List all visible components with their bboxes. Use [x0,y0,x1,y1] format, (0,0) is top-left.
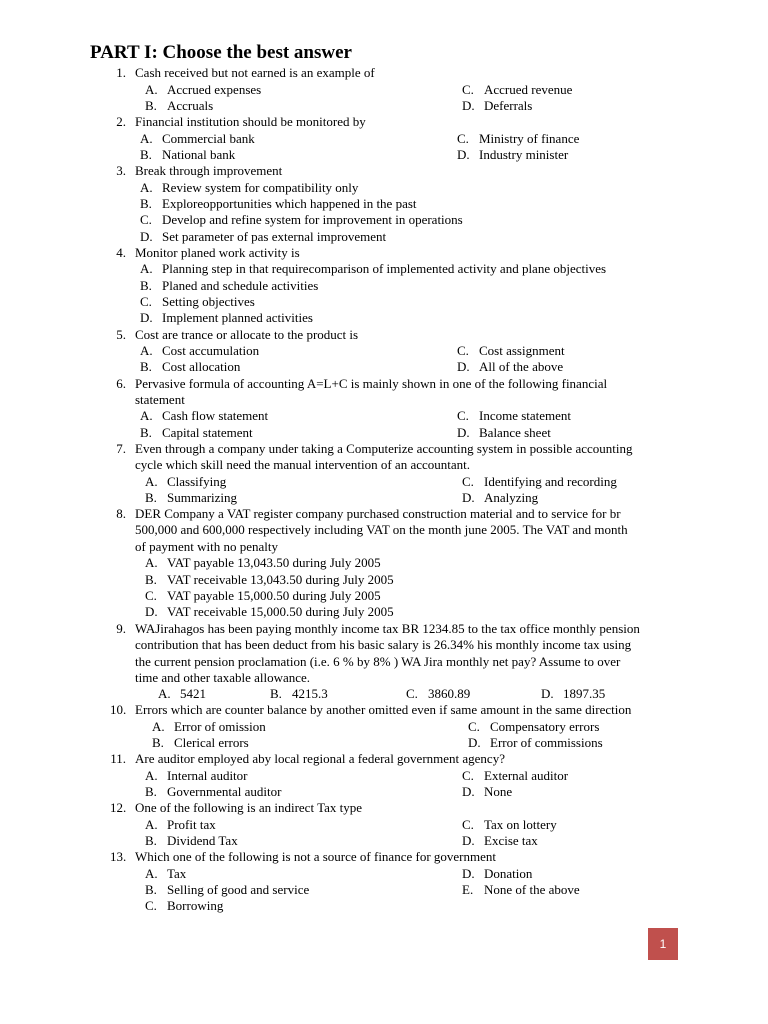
option-letter: D. [462,98,475,113]
answer-option [145,555,381,571]
option-text: Tax on lottery [484,817,557,832]
option-text: External auditor [484,768,569,783]
option-letter: D. [462,784,475,799]
option-letter: A. [145,555,158,570]
question-number: 2. [116,114,126,129]
option-text: Deferrals [484,98,533,113]
question-number: 7. [116,441,126,456]
option-text: Cost assignment [479,343,565,358]
option-text: 5421 [180,686,206,701]
option-text: Commercial bank [162,131,255,146]
answer-option [140,261,606,277]
option-letter: B. [140,196,152,211]
option-text: Industry minister [479,147,569,162]
answer-option [145,490,237,506]
answer-option [270,686,328,702]
option-text: Accruals [167,98,214,113]
answer-option [145,604,394,620]
option-letter: A. [145,866,158,881]
question-text: 500,000 and 600,000 respectively including VAT on the month june 2005. The VAT and month [135,522,628,538]
option-letter: B. [145,98,157,113]
answer-option [145,588,381,604]
option-letter: A. [145,474,158,489]
option-letter: D. [462,833,475,848]
option-text: Planning step in that requirecomparison of implemented activity and plane objectives [162,261,607,276]
answer-option [462,833,538,849]
option-letter: B. [140,278,152,293]
option-text: National bank [162,147,236,162]
question-number: 12. [110,800,127,815]
option-text: Exploreopportunities which happened in the past [162,196,417,211]
answer-option [145,866,186,882]
option-text: Classifying [167,474,227,489]
option-text: Compensatory errors [490,719,600,734]
answer-option [145,898,223,914]
question-number: 11. [110,751,126,766]
option-letter: A. [140,261,153,276]
answer-option [152,719,266,735]
option-letter: C. [406,686,418,701]
answer-option [462,866,532,882]
answer-option [140,229,386,245]
answer-option [462,98,532,114]
answer-option [462,474,617,490]
option-text: VAT receivable 15,000.50 during July 2005 [167,604,394,619]
option-letter: D. [462,490,475,505]
option-letter: A. [140,180,153,195]
answer-option [145,817,216,833]
option-letter: A. [145,768,158,783]
option-letter: C. [457,408,469,423]
answer-option [457,425,551,441]
answer-option [140,147,235,163]
answer-option [140,359,240,375]
option-text: Set parameter of pas external improvement [162,229,387,244]
option-text: Accrued expenses [167,82,262,97]
option-text: Error of omission [174,719,266,734]
answer-option [158,686,206,702]
option-text: None [484,784,513,799]
answer-option [462,82,572,98]
answer-option [541,686,605,702]
answer-option [140,343,259,359]
option-text: Develop and refine system for improvement in operations [162,212,463,227]
option-text: Balance sheet [479,425,551,440]
answer-option [140,408,268,424]
option-text: All of the above [479,359,564,374]
answer-option [140,212,463,228]
page-number: 1 [648,928,678,960]
option-text: Cost allocation [162,359,241,374]
question-number: 9. [116,621,126,636]
question-text: Which one of the following is not a source of finance for government [135,849,496,864]
question-number: 6. [116,376,126,391]
option-letter: A. [140,343,153,358]
option-letter: B. [145,572,157,587]
option-letter: D. [140,229,153,244]
answer-option [457,131,579,147]
option-letter: C. [140,212,152,227]
question-number: 4. [116,245,126,260]
option-letter: B. [270,686,282,701]
answer-option [140,425,253,441]
question-text: time and other taxable allowance. [135,669,311,685]
question-text: statement [135,392,185,408]
option-letter: C. [462,82,474,97]
option-text: Cash flow statement [162,408,269,423]
answer-option [457,343,565,359]
option-text: Internal auditor [167,768,248,783]
question-number: 13. [110,849,127,864]
answer-option [140,310,313,326]
option-text: None of the above [484,882,580,897]
option-letter: B. [140,147,152,162]
answer-option [457,147,568,163]
question-number: 1. [116,65,126,80]
answer-option [145,784,281,800]
answer-option [462,817,557,833]
option-text: Setting objectives [162,294,255,309]
option-letter: D. [541,686,554,701]
option-letter: D. [140,310,153,325]
option-text: 4215.3 [292,686,328,701]
option-text: Review system for compatibility only [162,180,359,195]
option-letter: C. [457,131,469,146]
option-letter: A. [158,686,171,701]
question-text: Are auditor employed aby local regional a federal government agency? [135,751,505,766]
option-text: Income statement [479,408,572,423]
option-letter: B. [140,425,152,440]
question-text: Cost are trance or allocate to the product is [135,327,359,342]
answer-option [462,784,512,800]
option-letter: C. [145,588,157,603]
option-text: Identifying and recording [484,474,617,489]
answer-option [140,196,417,212]
question-text: Break through improvement [135,163,283,178]
option-letter: A. [140,131,153,146]
question-text: contribution that has been deduct from his basic salary is 26.34% his monthly income tax using [135,637,632,653]
option-text: Cost accumulation [162,343,260,358]
option-letter: C. [462,817,474,832]
option-letter: C. [468,719,480,734]
answer-option [152,735,249,751]
option-text: VAT payable 15,000.50 during July 2005 [167,588,381,603]
question-text: DER Company a VAT register company purchased construction material and to service for br [135,506,621,521]
option-text: Accrued revenue [484,82,573,97]
option-text: Dividend Tax [167,833,238,848]
answer-option [406,686,470,702]
answer-option [145,768,248,784]
option-text: 1897.35 [563,686,606,701]
answer-option [140,180,358,196]
option-letter: B. [145,784,157,799]
question-text: WAJirahagos has been paying monthly income tax BR 1234.85 to the tax office monthly pension [135,621,640,636]
answer-option [457,408,571,424]
answer-option [145,833,238,849]
option-text: VAT payable 13,043.50 during July 2005 [167,555,381,570]
option-text: Tax [167,866,187,881]
question-text: of payment with no penalty [135,538,278,554]
option-letter: C. [462,474,474,489]
answer-option [140,278,318,294]
answer-option [140,294,255,310]
option-text: Selling of good and service [167,882,310,897]
question-number: 5. [116,327,126,342]
answer-option [462,490,538,506]
option-letter: E. [462,882,474,897]
option-letter: C. [457,343,469,358]
answer-option [145,474,226,490]
question-text: cycle which skill need the manual intervention of an accountant. [135,457,470,473]
question-text: Errors which are counter balance by another omitted even if same amount in the same direction [135,702,632,717]
option-text: Implement planned activities [162,310,313,325]
answer-option [457,359,563,375]
option-text: Error of commissions [490,735,603,750]
question-text: Financial institution should be monitored by [135,114,366,129]
option-letter: A. [152,719,165,734]
option-text: Analyzing [484,490,539,505]
option-letter: B. [140,359,152,374]
option-text: VAT receivable 13,043.50 during July 2005 [167,572,394,587]
answer-option [145,82,261,98]
option-text: Planed and schedule activities [162,278,319,293]
option-text: Profit tax [167,817,216,832]
option-text: Ministry of finance [479,131,580,146]
option-text: Summarizing [167,490,238,505]
option-letter: D. [457,359,470,374]
question-text: Monitor planed work activity is [135,245,300,260]
option-letter: D. [468,735,481,750]
option-letter: A. [140,408,153,423]
option-letter: C. [145,898,157,913]
answer-option [145,98,213,114]
option-text: Clerical errors [174,735,249,750]
option-letter: B. [152,735,164,750]
answer-option [140,131,255,147]
option-letter: D. [457,425,470,440]
answer-option [468,735,603,751]
option-letter: A. [145,817,158,832]
question-number: 3. [116,163,126,178]
answer-option [145,882,309,898]
option-letter: D. [462,866,475,881]
option-letter: B. [145,833,157,848]
option-letter: D. [457,147,470,162]
option-text: Borrowing [167,898,224,913]
option-letter: A. [145,82,158,97]
answer-option [462,882,580,898]
question-number: 8. [116,506,126,521]
option-text: 3860.89 [428,686,471,701]
option-text: Donation [484,866,533,881]
option-letter: B. [145,882,157,897]
option-letter: D. [145,604,158,619]
answer-option [145,572,394,588]
option-text: Capital statement [162,425,253,440]
question-text: One of the following is an indirect Tax type [135,800,363,815]
page-title: PART I: Choose the best answer [90,42,352,63]
question-text: the current pension proclamation (i.e. 6 % by 8% ) WA Jira monthly net pay? Assume to over [135,653,621,669]
question-text: Pervasive formula of accounting A=L+C is mainly shown in one of the following financial [135,376,608,391]
answer-option [462,768,568,784]
option-letter: C. [140,294,152,309]
question-number: 10. [110,702,127,717]
option-letter: C. [462,768,474,783]
question-text: Cash received but not earned is an example of [135,65,375,80]
question-text: Even through a company under taking a Computerize accounting system in possible accounting [135,441,633,456]
option-text: Governmental auditor [167,784,282,799]
answer-option [468,719,599,735]
option-text: Excise tax [484,833,538,848]
option-letter: B. [145,490,157,505]
